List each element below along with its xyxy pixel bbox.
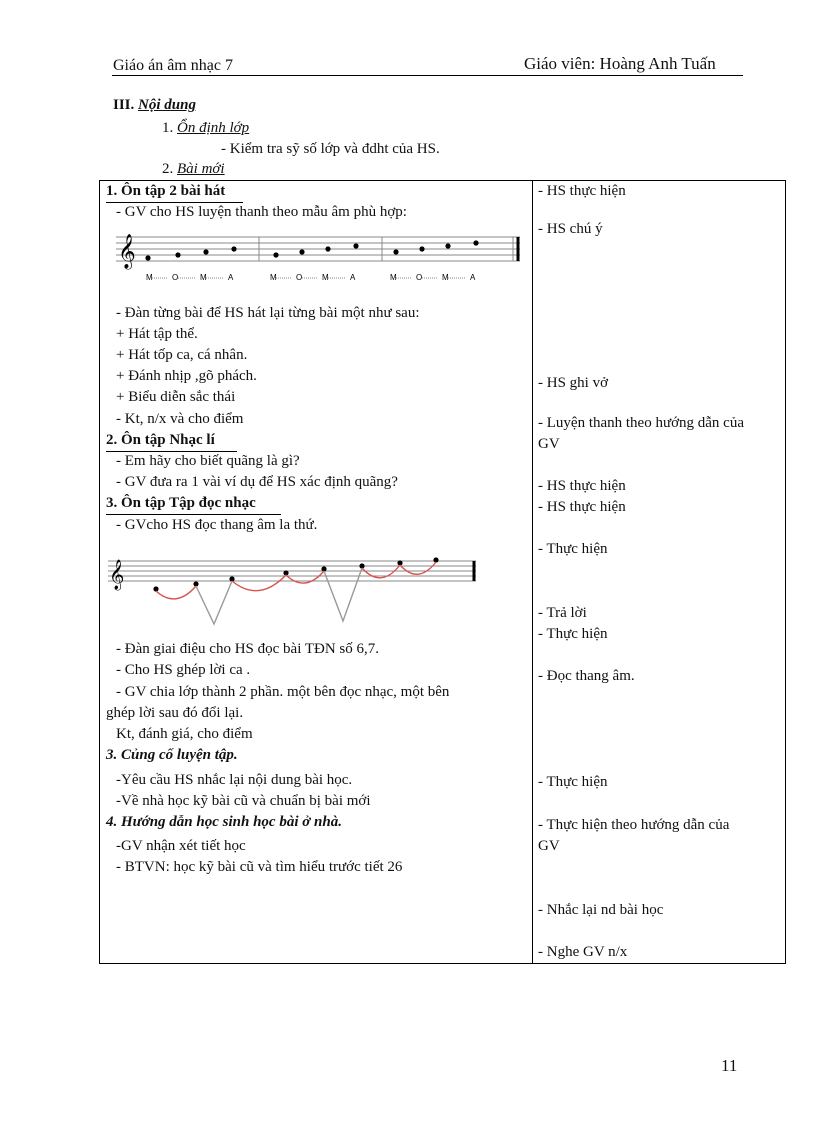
s1-line6: + Biểu diễn sắc thái [116,389,236,405]
syllable-label: M [146,273,153,282]
r-line9: - Thực hiện [538,626,608,642]
s3-line6: Kt, đánh giá, cho điểm [116,726,253,742]
r-line10: - Đọc thang âm. [538,668,635,684]
syllable-label: A [470,273,476,282]
teacher-activity-column [100,181,533,964]
r-line2: - HS chú ý [538,221,603,237]
scale-staff [106,553,486,627]
s4-line1: -Yêu cầu HS nhắc lại nội dung bài học. [116,772,353,788]
r-line12b: GV [538,838,560,854]
r-line7: - Thực hiện [538,541,608,557]
s1-line5: + Đánh nhịp ,gõ phách. [116,368,257,384]
s4-line2: -Về nhà học kỹ bài cũ và chuẩn bị bài mới [116,793,371,809]
s5-line2: - BTVN: học kỹ bài cũ và tìm hiểu trước tiết 26 [116,859,403,875]
s1-line2: - Đàn từng bài để HS hát lại từng bài một như sau: [116,305,420,321]
s3-line5: ghép lời sau đó đổi lại. [106,705,244,721]
item2-title: Bài mới [177,161,225,177]
treble-clef-icon: 𝄞 [109,559,125,589]
syllable-label: O [172,273,179,282]
header-left-title: Giáo án âm nhạc 7 [113,57,233,74]
syllable-label: M [270,273,277,282]
item2-number: 2. [162,161,174,177]
lesson-table [99,180,786,964]
syllable-label: M [200,273,207,282]
r-line14: - Nghe GV n/x [538,944,628,960]
treble-clef-icon: 𝄞 [118,235,136,268]
page-number: 11 [721,1056,738,1075]
syllable-label: M [442,273,449,282]
s3-line2: - Đàn giai điệu cho HS đọc bài TĐN số 6,7. [116,641,380,657]
section3-title: 3. Ôn tập Tập đọc nhạc [106,495,256,511]
s1-line7: - Kt, n/x và cho điểm [116,411,244,427]
syllable-label: M [322,273,329,282]
r-line8: - Trả lời [538,605,587,621]
s3-line4: - GV chia lớp thành 2 phần. một bên đọc nhạc, một bên [116,684,450,700]
syllable-label: M [390,273,397,282]
section1-underline [106,202,243,203]
header-rule [112,75,743,76]
syllable-label: O [416,273,423,282]
warmup-staff [112,227,522,285]
syllable-label: A [228,273,234,282]
r-line5: - HS thực hiện [538,478,626,494]
s5-line1: -GV nhận xét tiết học [116,838,246,854]
item1-number: 1. [162,120,174,136]
s1-line3: + Hát tập thể. [116,326,198,342]
s1-line1: - GV cho HS luyện thanh theo mẫu âm phù hợp: [116,204,407,220]
intro-item2 [162,161,225,178]
section-title: Nội dung [138,97,196,113]
header-right-teacher: Giáo viên: Hoàng Anh Tuấn [524,54,716,73]
syllable-label: A [350,273,356,282]
r-line11: - Thực hiện [538,774,608,790]
intro-section [113,97,196,114]
item1-title: Ổn định lớp [177,120,250,136]
s2-line1: - Em hãy cho biết quãng là gì? [116,453,300,469]
r-line4a: - Luyện thanh theo hướng dẫn của [538,415,745,431]
s2-line2: - GV đưa ra 1 vài ví dụ để HS xác định quãng? [116,474,398,490]
student-activity-column [533,181,786,964]
section4-title: 3. Củng cố luyện tập. [106,747,238,763]
syllable-label: O [296,273,303,282]
r-line4b: GV [538,436,560,452]
section1-title: 1. Ôn tập 2 bài hát [106,183,226,199]
r-line13: - Nhắc lại nd bài học [538,902,664,918]
s3-line1: - GVcho HS đọc thang âm la thứ. [116,517,318,533]
r-line3: - HS ghi vở [538,375,609,391]
r-line6: - HS thực hiện [538,499,626,515]
item1-detail: - Kiểm tra sỹ số lớp và đdht của HS. [221,141,440,157]
s1-line4: + Hát tốp ca, cá nhân. [116,347,248,363]
section2-title: 2. Ôn tập Nhạc lí [106,432,215,448]
intro-item1 [162,120,249,137]
section3-underline [106,514,281,515]
section2-underline [106,451,237,452]
section5-title: 4. Hướng dẫn học sinh học bài ở nhà. [106,814,342,830]
r-line12a: - Thực hiện theo hướng dẫn của [538,817,730,833]
section-number: III. [113,97,135,113]
s3-line3: - Cho HS ghép lời ca . [116,662,251,678]
r-line1: - HS thực hiện [538,183,626,199]
